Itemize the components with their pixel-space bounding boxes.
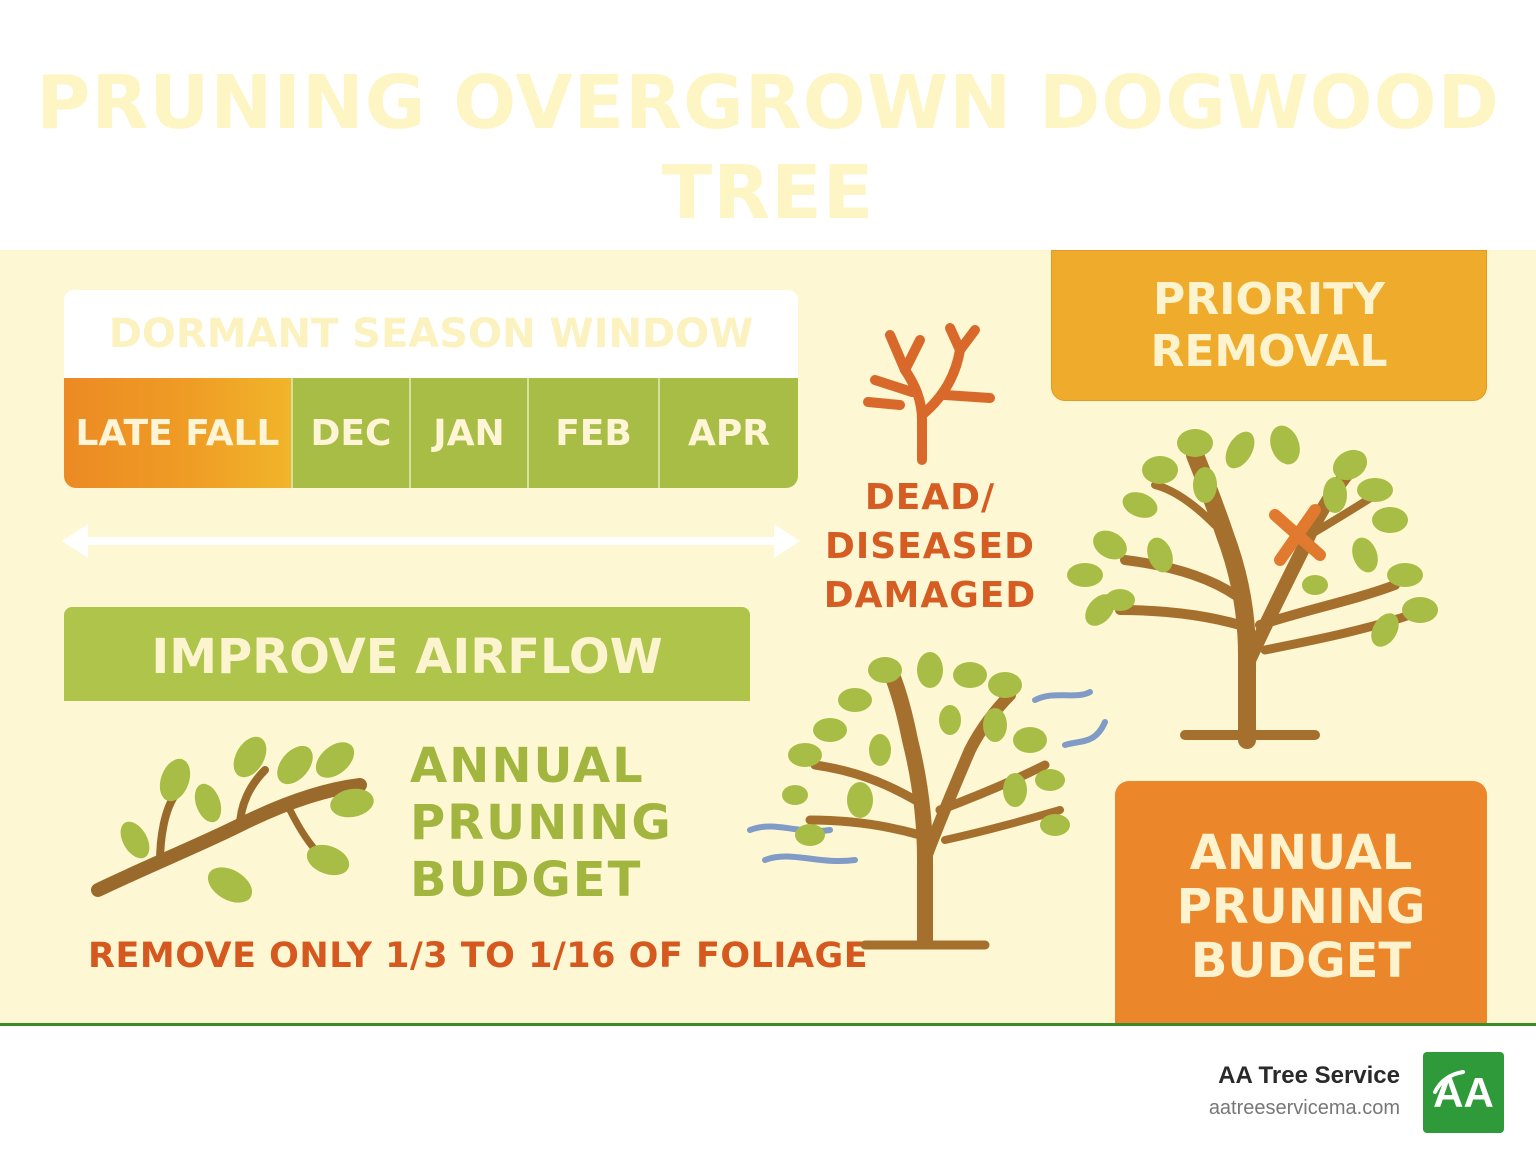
annual-pruning-budget-box [1115, 781, 1487, 1024]
logo-icon [1423, 1052, 1504, 1133]
dead-diseased-damaged-text [820, 473, 1040, 620]
priority-line-2: REMOVAL [1150, 325, 1388, 377]
month-timeline [64, 378, 798, 488]
budget-orange-line-1: ANNUAL [1189, 824, 1413, 881]
remove-foliage-note: REMOVE ONLY 1/3 TO 1/16 OF FOLIAGE [88, 936, 869, 976]
dead-line-1: DEAD/ [864, 477, 996, 518]
page-title: PRUNING OVERGROWN DOGWOOD TREE [36, 60, 1500, 236]
dead-line-3: DAMAGED [823, 575, 1037, 616]
budget-green-line-3: BUDGET [410, 852, 643, 908]
month-apr: APR [658, 378, 798, 488]
budget-green-line-2: PRUNING [410, 795, 673, 851]
priority-line-1: PRIORITY [1152, 273, 1385, 325]
double-arrow-icon [62, 518, 800, 564]
budget-orange-line-2: PRUNING [1176, 878, 1426, 935]
dead-branch-icon [860, 320, 1000, 465]
brand-name: AA Tree Service [1218, 1062, 1400, 1089]
improve-airflow-banner: IMPROVE AIRFLOW [64, 607, 750, 701]
month-late-fall: LATE FALL [64, 378, 291, 488]
budget-green-line-1: ANNUAL [410, 738, 645, 794]
budget-orange-line-3: BUDGET [1190, 932, 1412, 989]
priority-removal-box [1051, 250, 1487, 401]
dormant-season-heading: DORMANT SEASON WINDOW [64, 290, 798, 378]
month-dec: DEC [291, 378, 409, 488]
annual-pruning-budget-text [410, 738, 673, 909]
branch-icon [90, 735, 380, 910]
month-jan: JAN [409, 378, 527, 488]
tree-with-cut-icon [1065, 425, 1440, 750]
logo-text: AA [1433, 1069, 1494, 1116]
tree-icon [780, 650, 1080, 955]
dead-line-2: DISEASED [824, 526, 1036, 567]
brand-url[interactable]: aatreeservicema.com [1208, 1097, 1400, 1119]
month-feb: FEB [527, 378, 658, 488]
footer [0, 1026, 1536, 1154]
